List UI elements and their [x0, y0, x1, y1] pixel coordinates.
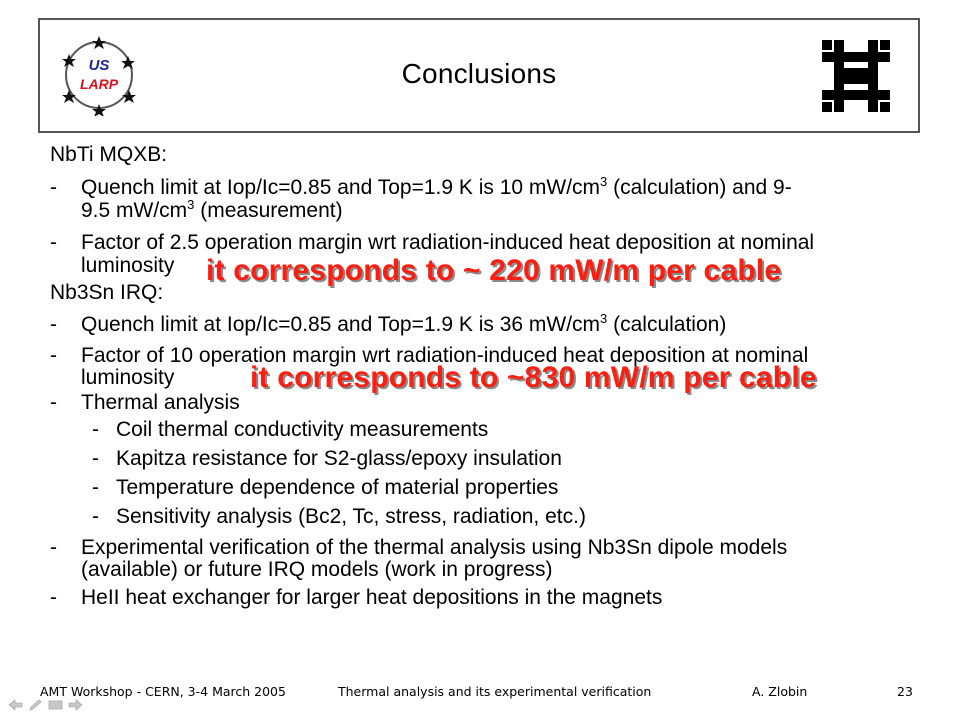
slide-header	[38, 18, 920, 133]
sub-bullet-kapitza: Kapitza resistance for S2-glass/epoxy insulation	[116, 447, 562, 470]
sub-bullet-dash: -	[92, 476, 99, 499]
sub-bullet-dash: -	[92, 505, 99, 528]
nav-menu-icon[interactable]	[48, 698, 63, 710]
fermilab-logo	[820, 38, 892, 114]
logo-text-larp: LARP	[79, 76, 119, 92]
sub-bullet-conductivity: Coil thermal conductivity measurements	[116, 418, 489, 441]
bullet-nbti-margin-cont: luminosity	[81, 254, 175, 277]
bullet-dash: -	[50, 536, 57, 559]
bullet-thermal-analysis: Thermal analysis	[81, 391, 240, 414]
bullet-dash: -	[50, 344, 57, 367]
bullet-dash: -	[50, 586, 57, 609]
callout-nbti-cable: it corresponds to ~ 220 mW/m per cable	[206, 254, 782, 287]
footer-topic: Thermal analysis and its experimental verification	[338, 684, 652, 699]
slide-title: Conclusions	[401, 58, 557, 89]
bullet-nb3sn-margin: Factor of 10 operation margin wrt radiation-induced heat deposition at nominal	[81, 344, 809, 367]
bullet-heat-exchanger: HeII heat exchanger for larger heat depositions in the magnets	[81, 586, 663, 609]
callout-nb3sn-cable: it corresponds to ~830 mW/m per cable	[250, 361, 817, 394]
heading-nb3sn: Nb3Sn IRQ:	[50, 281, 164, 304]
sub-bullet-dash: -	[92, 447, 99, 470]
bullet-nb3sn-quench: Quench limit at Iop/Ic=0.85 and Top=1.9 K is 36 $mW/cm^3$ (calculation)	[81, 311, 727, 336]
slide-navigation	[8, 698, 83, 710]
footer-page-number: 23	[897, 684, 913, 699]
nav-prev-icon[interactable]	[8, 698, 23, 710]
sub-bullet-temperature: Temperature dependence of material properties	[116, 476, 559, 499]
bullet-nb3sn-margin-cont: luminosity	[81, 366, 175, 389]
bullet-dash: -	[50, 313, 57, 336]
bullet-nbti-quench: Quench limit at Iop/Ic=0.85 and Top=1.9 K is 10 $mW/cm^3$ (calculation) and 9-	[81, 174, 792, 199]
nav-pen-icon[interactable]	[28, 698, 43, 710]
nav-next-icon[interactable]	[68, 698, 83, 710]
bullet-dash: -	[50, 231, 57, 254]
logo-text-us: US	[88, 57, 110, 74]
footer-event: AMT Workshop - CERN, 3-4 March 2005	[40, 684, 286, 699]
heading-nbti: NbTi MQXB:	[50, 143, 168, 166]
bullet-experimental-cont: (available) or future IRQ models (work in progress)	[81, 558, 553, 581]
sub-bullet-dash: -	[92, 418, 99, 441]
bullet-nbti-quench-cont: 9.5 $mW/cm^3$ (measurement)	[81, 197, 343, 222]
footer-author: A. Zlobin	[752, 684, 808, 699]
sub-bullet-sensitivity: Sensitivity analysis (Bc2, Tc, stress, radiation, etc.)	[116, 505, 586, 528]
bullet-dash: -	[50, 176, 57, 199]
bullet-nbti-margin: Factor of 2.5 operation margin wrt radiation-induced heat deposition at nominal	[81, 231, 815, 254]
bullet-experimental: Experimental verification of the thermal analysis using Nb3Sn dipole models	[81, 536, 788, 559]
bullet-dash: -	[50, 391, 57, 414]
